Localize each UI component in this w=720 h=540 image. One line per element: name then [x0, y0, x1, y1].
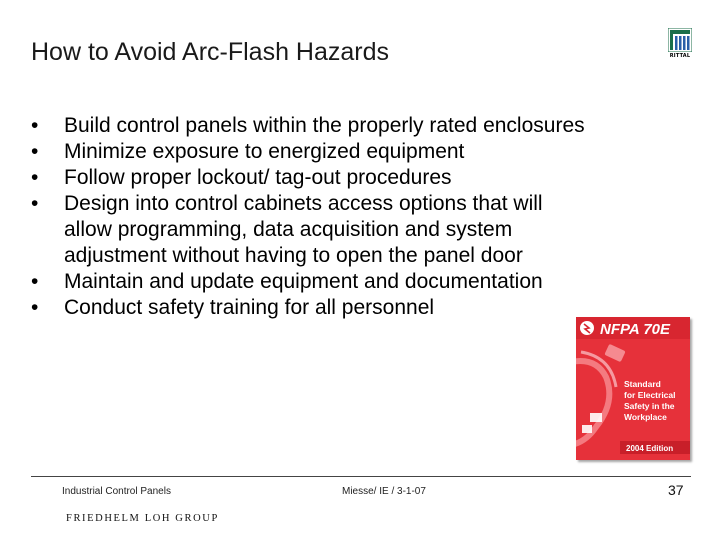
list-item	[31, 139, 591, 165]
list-item	[31, 165, 591, 191]
list-item	[31, 191, 591, 269]
book-brand: NFPA 70E	[600, 321, 671, 338]
nfpa-70e-book-image	[576, 317, 690, 460]
footer-author-date: Miesse/ IE / 3-1-07	[342, 486, 426, 497]
list-item	[31, 295, 591, 321]
bullet-list	[31, 113, 591, 321]
list-item	[31, 269, 591, 295]
bullet-text: Maintain and update equipment and documentation	[64, 270, 543, 293]
company-logo	[666, 28, 694, 64]
logo-mark-icon	[668, 28, 692, 52]
bullet-text: Follow proper lockout/ tag-out procedures	[64, 166, 452, 189]
bullet-marker: •	[31, 296, 39, 319]
book-cover-art	[576, 317, 690, 460]
bullet-marker: •	[31, 166, 39, 189]
bullet-text: Build control panels within the properly rated enclosures	[64, 114, 585, 137]
bullet-marker: •	[31, 140, 39, 163]
bullet-text: Conduct safety training for all personnel	[64, 296, 435, 319]
bullet-marker: •	[31, 192, 39, 215]
bullet-marker: •	[31, 114, 39, 137]
footer-title: Industrial Control Panels	[62, 486, 171, 497]
bullet-text: Design into control cabinets access options that will allow programming, data acquisition and system adjustment without having to open the panel door	[64, 192, 543, 267]
book-edition: 2004 Edition	[626, 444, 674, 453]
footer-divider	[31, 476, 691, 477]
book-subtitle: Standard for Electrical Safety in the Workplace	[624, 379, 676, 422]
slide-title: How to Avoid Arc-Flash Hazards	[31, 38, 390, 66]
group-logo-text: FRIEDHELM LOH GROUP	[66, 513, 219, 524]
page-number: 37	[668, 482, 684, 498]
logo-text: RITTAL	[669, 53, 691, 59]
bullet-text: Minimize exposure to energized equipment	[64, 140, 465, 163]
bullet-marker: •	[31, 270, 39, 293]
list-item	[31, 113, 591, 139]
